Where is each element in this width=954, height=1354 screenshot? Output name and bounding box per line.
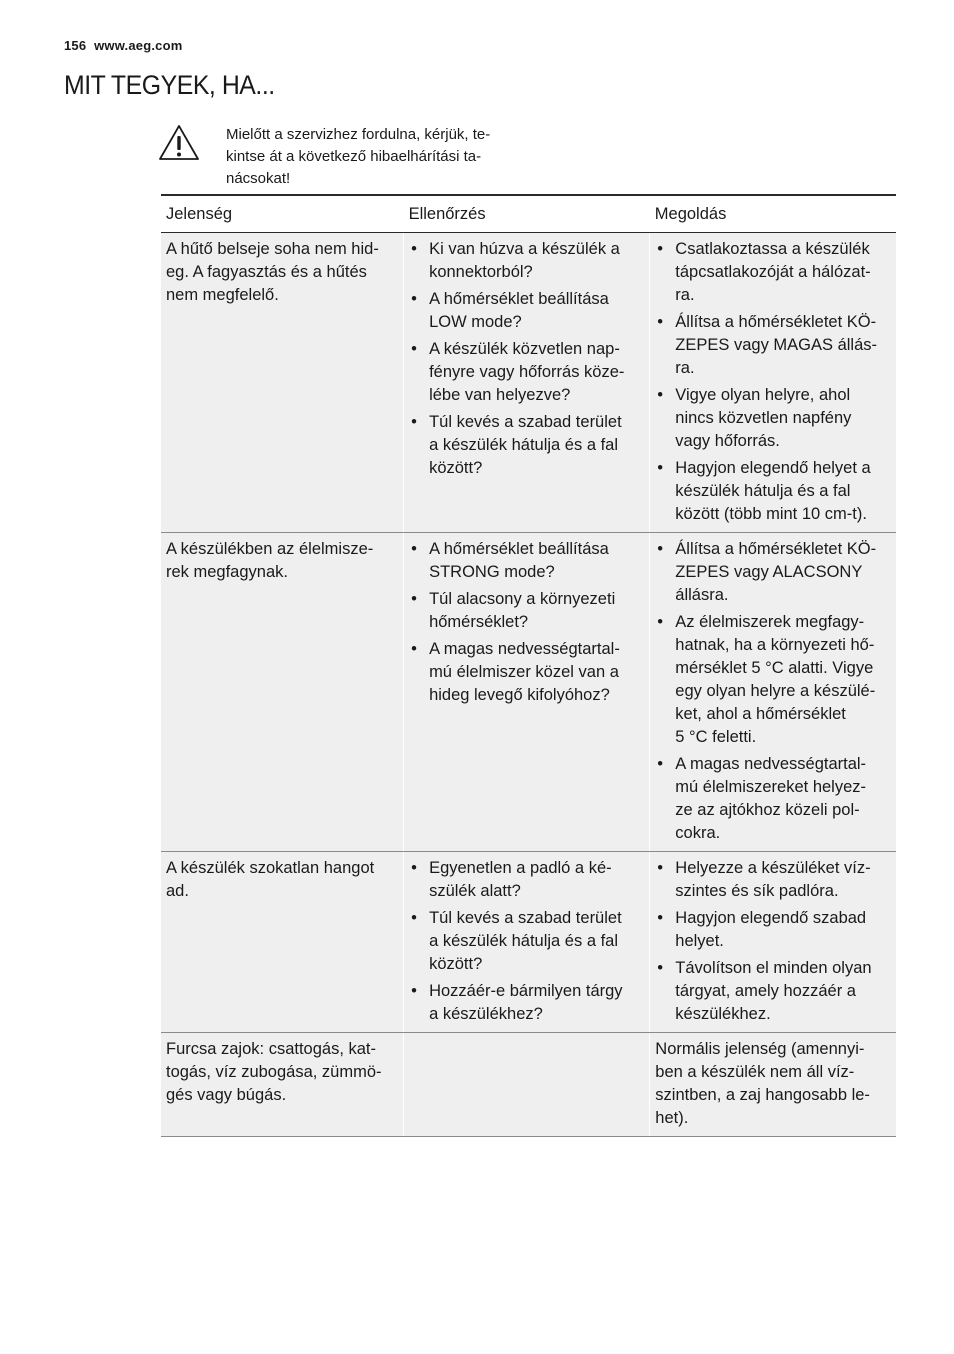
solution-item: • Hagyjon elegendő helyet a készülék hátulja és a fal között (több mint 10 cm-t). [655,457,892,526]
symptom-text: A hűtő belseje soha nem hid- eg. A fagyasztás és a hűtés nem megfelelő. [166,240,379,304]
symptom-cell [161,1033,404,1137]
page-header [64,38,183,53]
table-row [161,233,896,533]
table-row [161,533,896,852]
check-item: • Egyenetlen a padló a ké- szülék alatt? [409,857,645,903]
page-title: MIT TEGYEK, HA... [64,70,275,100]
solution-list [655,538,892,845]
site-url: www.aeg.com [94,38,183,53]
check-cell [404,533,650,852]
symptom-cell [161,852,404,1033]
solution-list [655,857,892,1026]
warning-text: Mielőtt a szervizhez fordulna, kérjük, te- kintse át a következő hibaelhárítási ta- nácsokat! [226,126,491,187]
check-item: • Hozzáér-e bármilyen tárgy a készülékhez? [409,980,645,1026]
solution-item: • Vigye olyan helyre, ahol nincs közvetlen napfény vagy hőforrás. [655,384,892,453]
column-header-symptom: Jelenség [161,195,404,233]
check-item: • Túl kevés a szabad terület a készülék hátulja és a fal között? [409,411,645,480]
check-cell [404,852,650,1033]
symptom-text: A készülékben az élelmisze- rek megfagynak. [166,540,374,581]
warning-triangle-icon [158,124,200,162]
troubleshooting-table [161,194,896,1137]
solution-cell [650,533,896,852]
table-row [161,1033,896,1137]
column-header-check: Ellenőrzés [404,195,650,233]
solution-text: Normális jelenség (amennyi- ben a készülék nem áll víz- szintben, a zaj hangosabb le- het). [655,1040,870,1127]
check-item: • A magas nedvességtartal- mú élelmiszer közel van a hideg levegő kifolyóhoz? [409,638,645,707]
check-cell [404,1033,650,1137]
check-item: • Túl kevés a szabad terület a készülék hátulja és a fal között? [409,907,645,976]
solution-item: • Állítsa a hőmérsékletet KÖ- ZEPES vagy MAGAS állás- ra. [655,311,892,380]
check-cell [404,233,650,533]
table-row [161,852,896,1033]
symptom-text: A készülék szokatlan hangot ad. [166,859,375,900]
symptom-cell [161,533,404,852]
solution-item: • Csatlakoztassa a készülék tápcsatlakozóját a hálózat- ra. [655,238,892,307]
solution-list [655,238,892,526]
check-list [409,538,645,707]
solution-item: • Hagyjon elegendő szabad helyet. [655,907,892,953]
check-item: • A hőmérséklet beállítása LOW mode? [409,288,645,334]
check-item: • Túl alacsony a környezeti hőmérséklet? [409,588,645,634]
table-header-row [161,195,896,233]
check-item: • A hőmérséklet beállítása STRONG mode? [409,538,645,584]
solution-item: • Az élelmiszerek megfagy- hatnak, ha a környezeti hő- mérséklet 5 °C alatti. Vigye egy olyan helyre a készülé- ket, ahol a hőmérséklet 5 °C feletti. [655,611,892,749]
check-list [409,238,645,480]
solution-cell [650,1033,896,1137]
solution-cell [650,852,896,1033]
page-number: 156 [64,38,87,53]
symptom-cell [161,233,404,533]
solution-cell [650,233,896,533]
solution-item: • A magas nedvességtartal- mú élelmiszereket helyez- ze az ajtókhoz közeli pol- cokra. [655,753,892,845]
solution-item: • Helyezze a készüléket víz- szintes és sík padlóra. [655,857,892,903]
check-item: • Ki van húzva a készülék a konnektorból? [409,238,645,284]
check-item: • A készülék közvetlen nap- fényre vagy hőforrás köze- lébe van helyezve? [409,338,645,407]
solution-item: • Távolítson el minden olyan tárgyat, amely hozzáér a készülékhez. [655,957,892,1026]
check-list [409,857,645,1026]
column-header-solution: Megoldás [650,195,896,233]
symptom-text: Furcsa zajok: csattogás, kat- togás, víz zubogása, zümmö- gés vagy búgás. [166,1040,382,1104]
solution-item: • Állítsa a hőmérsékletet KÖ- ZEPES vagy ALACSONY állásra. [655,538,892,607]
